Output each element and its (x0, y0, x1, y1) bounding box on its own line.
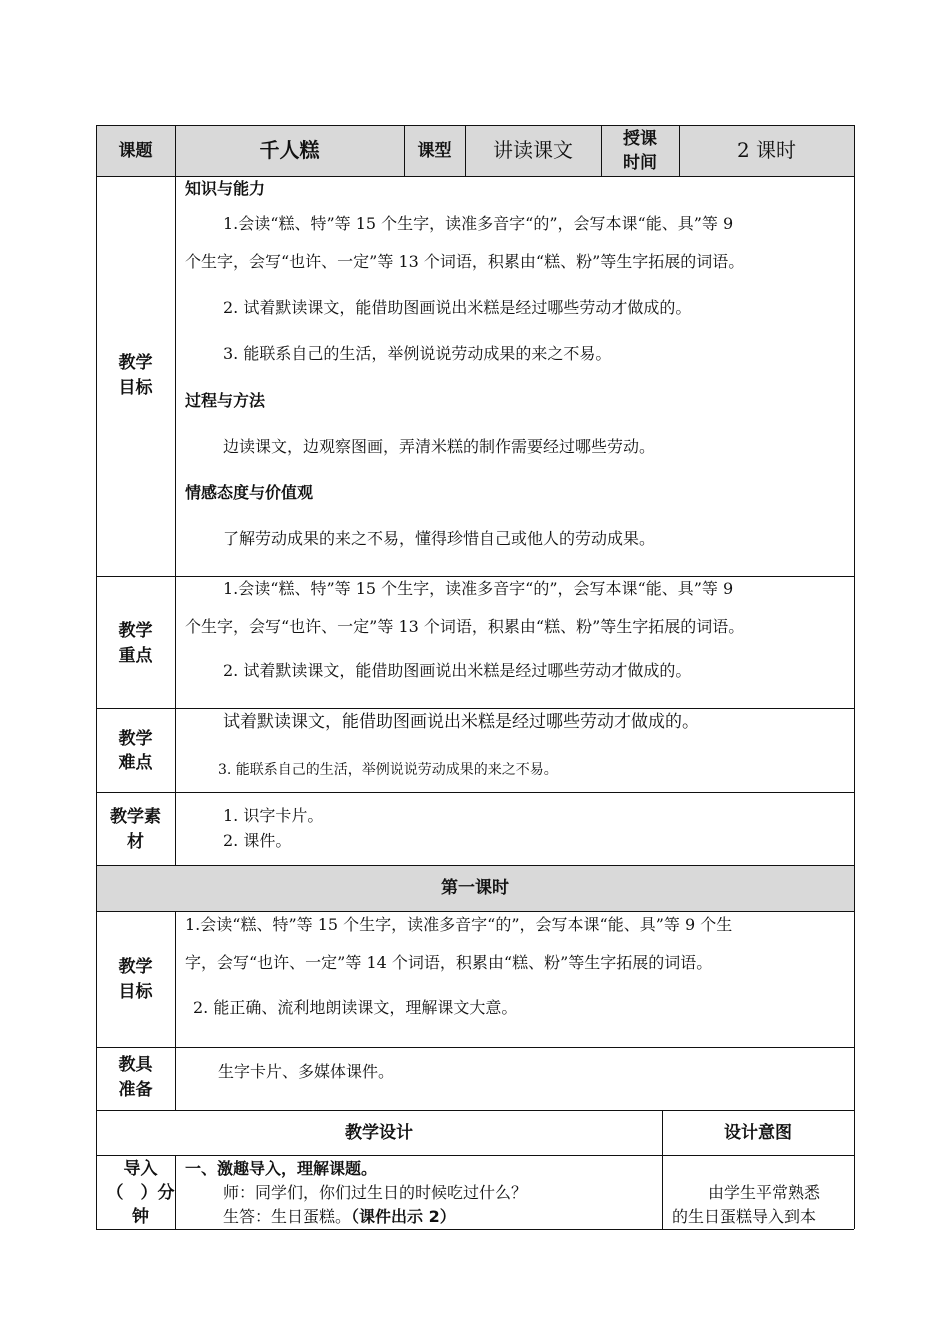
tools-label-1: 教具 (118, 1055, 153, 1075)
design-header: 教学设计 (345, 1123, 413, 1143)
teacher-line: 师：同学们，你们过生日的时候吃过什么？ (223, 1183, 528, 1202)
grid-line (96, 865, 854, 866)
key-points-label-1: 教学 (118, 621, 153, 641)
grid-line (96, 792, 854, 793)
grid-line (96, 911, 854, 912)
first-lesson-goal-1a: 1.会读“糕、特”等 15 个生字，读准多音字“的”，会写本课“能、具”等 9 个生 (185, 915, 733, 934)
grid-line (175, 125, 176, 865)
key-points-label-2: 重点 (118, 646, 153, 666)
intent-line-2: 的生日蛋糕导入到本 (672, 1207, 817, 1226)
difficulties-label-1: 教学 (118, 729, 153, 749)
grid-line (96, 708, 854, 709)
first-lesson-title: 第一课时 (441, 878, 509, 898)
difficulties-label-2: 难点 (118, 753, 153, 773)
goals-item-2: 2. 试着默读课文，能借助图画说出米糕是经过哪些劳动才做成的。 (223, 298, 692, 317)
intro-label-2: （ ）分 (106, 1183, 175, 1203)
intent-line-1: 由学生平常熟悉 (708, 1183, 821, 1202)
courseware-note: （课件出示 2） (351, 1207, 456, 1226)
tools-value: 生字卡片、多媒体课件。 (218, 1062, 395, 1081)
time-label-1: 授课 (623, 129, 657, 149)
grid-line (96, 1047, 854, 1048)
materials-item-1: 1. 识字卡片。 (223, 806, 324, 825)
goals-heading-emotion: 情感态度与价值观 (185, 483, 314, 502)
key-points-item-1b: 个生字，会写“也许、一定”等 13 个词语，积累由“糕、粉”等生字拓展的词语。 (185, 617, 745, 636)
time-value: 2 课时 (736, 138, 797, 162)
goals-item-3: 3. 能联系自己的生活，举例说说劳动成果的来之不易。 (223, 344, 612, 363)
grid-line (854, 125, 855, 1229)
time-label-2: 时间 (623, 153, 657, 173)
step-title: 一、激趣导入，理解课题。 (185, 1159, 378, 1178)
grid-line (96, 576, 854, 577)
first-lesson-goal-1b: 字，会写“也许、一定”等 14 个词语，积累由“糕、粉”等生字拓展的词语。 (185, 953, 713, 972)
intro-label-1: 导入 (123, 1159, 158, 1179)
goals-item-1b: 个生字，会写“也许、一定”等 13 个词语，积累由“糕、粉”等生字拓展的词语。 (185, 252, 745, 271)
grid-line (96, 176, 854, 177)
materials-label-2: 材 (127, 832, 144, 852)
topic-value: 千人糕 (259, 138, 320, 162)
goals-item-5: 了解劳动成果的来之不易，懂得珍惜自己或他人的劳动成果。 (223, 529, 656, 548)
key-points-item-2: 2. 试着默读课文，能借助图画说出米糕是经过哪些劳动才做成的。 (223, 661, 692, 680)
student-answer: 生答：生日蛋糕。 (223, 1207, 352, 1226)
grid-line (96, 1155, 854, 1156)
grid-line (96, 125, 854, 126)
goals-item-1a: 1.会读“糕、特”等 15 个生字，读准多音字“的”，会写本课“能、具”等 9 (223, 214, 734, 233)
goals-label-1: 教学 (118, 353, 153, 373)
first-lesson-goal-2: 2. 能正确、流利地朗读课文，理解课文大意。 (193, 998, 518, 1017)
tools-label-2: 准备 (118, 1080, 153, 1100)
type-label: 课型 (417, 141, 452, 161)
first-lesson-goals-label-2: 目标 (118, 982, 153, 1002)
student-line (223, 1206, 456, 1228)
difficulties-item-2: 3. 能联系自己的生活，举例说说劳动成果的来之不易。 (218, 762, 558, 778)
materials-label-1: 教学素 (110, 807, 161, 827)
difficulties-item-1: 试着默读课文，能借助图画说出米糕是经过哪些劳动才做成的。 (223, 712, 699, 732)
intro-label-3: 钟 (132, 1207, 149, 1227)
goals-label-2: 目标 (118, 378, 153, 398)
goals-heading-process: 过程与方法 (185, 391, 266, 410)
materials-item-2: 2. 课件。 (223, 831, 292, 850)
grid-line (96, 1110, 854, 1111)
grid-line (175, 911, 176, 1110)
intent-header: 设计意图 (724, 1123, 792, 1143)
first-lesson-goals-label-1: 教学 (118, 957, 153, 977)
goals-heading-knowledge: 知识与能力 (185, 179, 266, 198)
type-value: 讲读课文 (493, 138, 573, 162)
grid-line (96, 1229, 854, 1230)
goals-item-4: 边读课文，边观察图画，弄清米糕的制作需要经过哪些劳动。 (223, 437, 656, 456)
key-points-item-1a: 1.会读“糕、特”等 15 个生字，读准多音字“的”，会写本课“能、具”等 9 (223, 579, 734, 598)
topic-label: 课题 (118, 141, 153, 161)
